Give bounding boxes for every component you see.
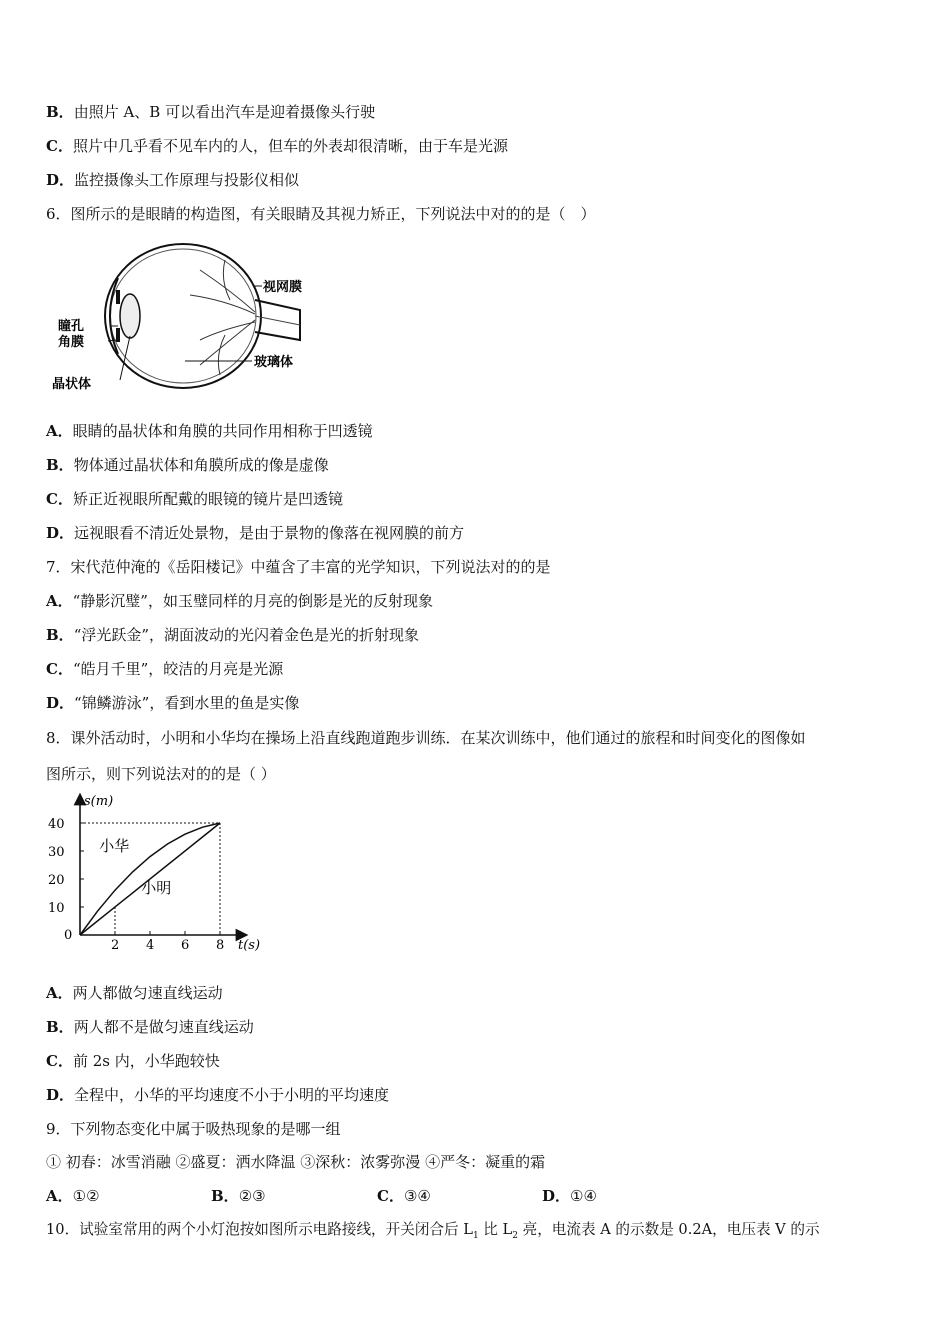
option-text: ①② <box>72 1187 100 1205</box>
q7-option-b <box>46 625 419 645</box>
q10-sub2: 2 <box>512 1230 518 1241</box>
q6-option-b <box>46 455 329 475</box>
x-tick-label: 8 <box>216 938 225 953</box>
option-letter: C． <box>377 1187 404 1205</box>
option-letter: A． <box>46 1187 73 1205</box>
q6-stem: 6．图所示的是眼睛的构造图，有关眼睛及其视力矫正，下列说法中对的的是（ ） <box>46 205 596 223</box>
q8-stem-line2: 图所示，则下列说法对的的是（ ） <box>46 765 276 783</box>
option-text: 全程中，小华的平均速度不小于小明的平均速度 <box>74 1086 390 1104</box>
option-letter: A． <box>46 592 73 610</box>
x-tick-label: 0 <box>64 928 73 943</box>
q10-stem <box>46 1220 820 1246</box>
option-letter: C． <box>46 1052 73 1070</box>
y-tick-label: 40 <box>48 817 65 832</box>
q6-option-a <box>46 421 373 441</box>
option-text: “静影沉璧”，如玉璧同样的月亮的倒影是光的反射现象 <box>72 592 433 610</box>
y-tick-label: 30 <box>48 845 65 860</box>
y-tick-label: 10 <box>48 901 65 916</box>
lens-shape <box>120 294 140 338</box>
q7-option-a <box>46 591 433 611</box>
q10-sub1: 1 <box>472 1230 479 1241</box>
option-letter: D． <box>46 524 75 542</box>
x-tick-label: 6 <box>181 938 190 953</box>
option-letter: B． <box>46 456 74 474</box>
q9-option-c <box>377 1186 431 1206</box>
option-letter: C． <box>46 137 73 155</box>
q9-items: ① 初春：冰雪消融 ②盛夏：洒水降温 ③深秋：浓雾弥漫 ④严冬：凝重的霜 <box>46 1153 546 1171</box>
option-text: “皓月千里”，皎洁的月亮是光源 <box>72 660 284 678</box>
option-text: ②③ <box>238 1187 266 1205</box>
q7-stem: 7．宋代范仲淹的《岳阳楼记》中蕴含了丰富的光学知识，下列说法对的的是 <box>46 558 551 576</box>
option-letter: B． <box>46 1018 74 1036</box>
x-axis-label: t(s) <box>238 938 261 953</box>
q9-option-b <box>211 1186 266 1206</box>
q8-option-c <box>46 1051 220 1071</box>
q10-text-c: 亮，电流表 A 的示数是 0.2A，电压表 V 的示 <box>517 1221 820 1238</box>
q5-option-d <box>46 170 299 190</box>
option-text: 矫正近视眼所配戴的眼镜的镜片是凹透镜 <box>72 490 343 508</box>
q6-option-d <box>46 523 464 543</box>
option-letter: D． <box>46 171 75 189</box>
series-label-xiaoming: 小明 <box>141 879 172 897</box>
label-pupil: 瞳孔 <box>58 319 85 334</box>
label-vitreous: 玻璃体 <box>254 355 294 370</box>
option-text: 前 2s 内，小华跑较快 <box>72 1052 220 1070</box>
y-tick-label: 20 <box>48 873 65 888</box>
label-lens: 晶状体 <box>52 377 92 392</box>
option-letter: D． <box>46 694 75 712</box>
x-tick-label: 2 <box>111 938 120 953</box>
q8-option-d <box>46 1085 389 1105</box>
q8-option-a <box>46 983 223 1003</box>
q6-option-c <box>46 489 343 509</box>
series-label-xiaohua: 小华 <box>99 837 130 855</box>
option-letter: A． <box>46 984 73 1002</box>
q8-option-b <box>46 1017 254 1037</box>
option-text: 两人都做匀速直线运动 <box>72 984 223 1002</box>
q10-text-b: 比 L <box>478 1221 513 1238</box>
q9-stem: 9．下列物态变化中属于吸热现象的是哪一组 <box>46 1120 341 1138</box>
chart-svg <box>40 794 261 960</box>
distance-time-chart <box>40 794 261 960</box>
option-letter: C． <box>46 490 73 508</box>
option-text: 两人都不是做匀速直线运动 <box>73 1018 254 1036</box>
option-letter: B． <box>211 1187 239 1205</box>
label-retina: 视网膜 <box>263 280 303 295</box>
q9-option-a <box>46 1186 100 1206</box>
q10-text-a: 10．试验室常用的两个小灯泡按如图所示电路接线，开关闭合后 L <box>46 1221 473 1238</box>
eye-diagram <box>50 240 310 400</box>
option-text: 眼睛的晶状体和角膜的共同作用相称于凹透镜 <box>72 422 373 440</box>
option-letter: D． <box>46 1086 75 1104</box>
option-letter: D． <box>542 1187 571 1205</box>
q7-option-c <box>46 659 283 679</box>
q5-option-c <box>46 136 508 156</box>
q7-option-d <box>46 693 299 713</box>
option-letter: B． <box>46 626 74 644</box>
option-letter: A． <box>46 422 73 440</box>
option-text: ①④ <box>570 1187 597 1205</box>
option-text: 监控摄像头工作原理与投影仪相似 <box>74 171 300 189</box>
eye-structure-figure <box>50 240 310 400</box>
option-text: “锦鳞游泳”，看到水里的鱼是实像 <box>74 694 300 712</box>
q5-option-b <box>46 102 375 122</box>
option-text: 物体通过晶状体和角膜所成的像是虚像 <box>73 456 329 474</box>
option-text: 远视眼看不清近处景物，是由于景物的像落在视网膜的前方 <box>74 524 465 542</box>
option-text: “浮光跃金”，湖面波动的光闪着金色是光的折射现象 <box>73 626 420 644</box>
label-cornea: 角膜 <box>58 335 85 350</box>
option-letter: C． <box>46 660 73 678</box>
option-text: ③④ <box>403 1187 431 1205</box>
q8-stem-line1: 8．课外活动时，小明和小华均在操场上沿直线跑道跑步训练．在某次训练中，他们通过的旅程和时间变化的图像如 <box>46 729 806 747</box>
x-tick-label: 4 <box>146 938 155 953</box>
option-letter: B． <box>46 103 74 121</box>
y-axis-label: s(m) <box>84 794 114 809</box>
q9-option-d <box>542 1186 597 1206</box>
option-text: 照片中几乎看不见车内的人，但车的外表却很清晰，由于车是光源 <box>72 137 508 155</box>
option-text: 由照片 A、B 可以看出汽车是迎着摄像头行驶 <box>73 103 376 121</box>
